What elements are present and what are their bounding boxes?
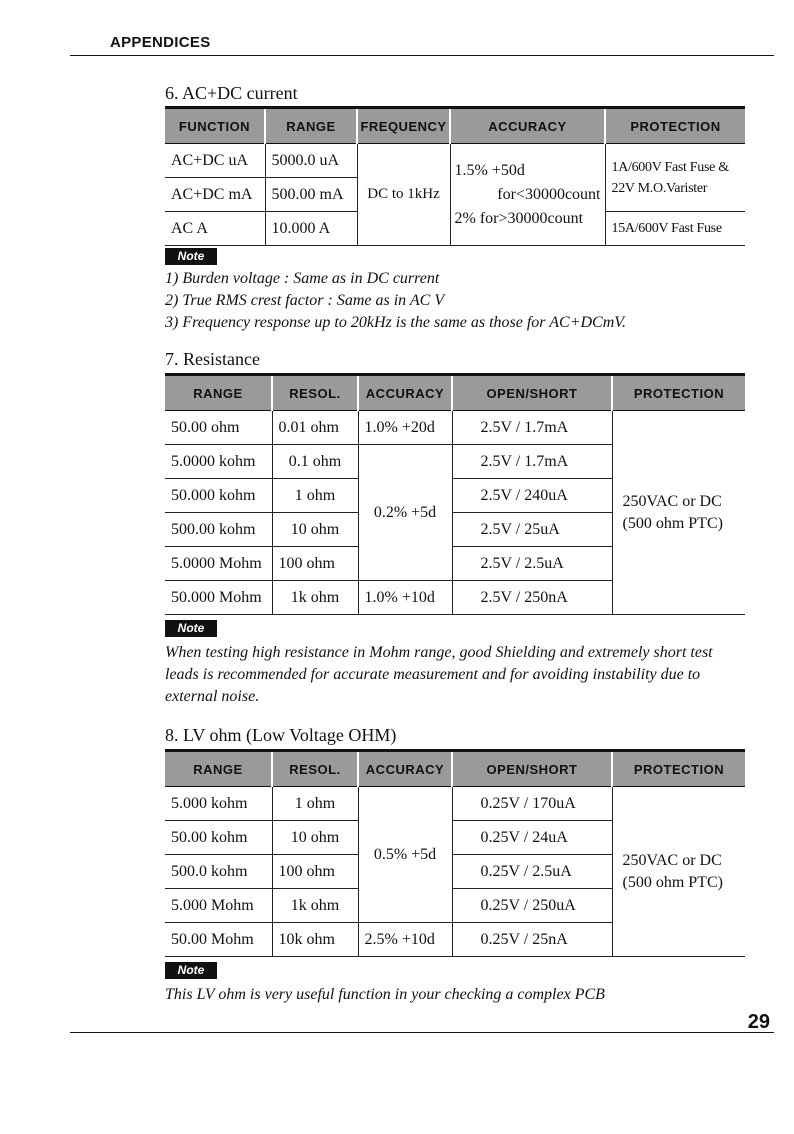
open-short-cell: 0.25V / 25nA (452, 923, 612, 957)
footer-rule (70, 1032, 774, 1033)
col-header: FUNCTION (165, 108, 265, 144)
open-short-cell: 2.5V / 250nA (452, 581, 612, 615)
note-line: 3) Frequency response up to 20kHz is the same as those for AC+DCmV. (165, 314, 626, 331)
note-badge: Note (165, 962, 217, 979)
col-header: PROTECTION (612, 751, 745, 787)
function-cell: AC+DC uA (165, 144, 265, 178)
open-short-cell: 2.5V / 25uA (452, 513, 612, 547)
accuracy-cell: 1.0% +10d (358, 581, 452, 615)
resol-cell: 10 ohm (272, 513, 358, 547)
header-rule (70, 55, 774, 56)
open-short-cell: 0.25V / 2.5uA (452, 855, 612, 889)
accuracy-line: 2% for>30000count (454, 209, 584, 227)
note-line: 2) True RMS crest factor : Same as in AC V (165, 292, 445, 309)
range-cell: 50.000 kohm (165, 479, 272, 513)
resol-cell: 1k ohm (272, 581, 358, 615)
note-text: When testing high resistance in Mohm range, good Shielding and extremely short test leads is recommended for accurate measurement and for avoiding instability due to external noise. (165, 644, 713, 705)
accuracy-cell: 1.0% +20d (358, 411, 452, 445)
table-row (165, 411, 745, 445)
section-8-title: 8. LV ohm (Low Voltage OHM) (165, 725, 397, 745)
accuracy-cell (450, 144, 605, 246)
resol-cell: 10 ohm (272, 821, 358, 855)
resol-cell: 1 ohm (272, 787, 358, 821)
col-header: ACCURACY (358, 375, 452, 411)
resistance-table (165, 373, 745, 615)
range-cell: 10.000 A (265, 212, 357, 246)
range-cell: 5.0000 Mohm (165, 547, 272, 581)
range-cell: 500.00 kohm (165, 513, 272, 547)
resol-cell: 1k ohm (272, 889, 358, 923)
protection-cell: 250VAC or DC (500 ohm PTC) (612, 411, 745, 615)
resol-cell: 100 ohm (272, 855, 358, 889)
table-row (165, 787, 745, 821)
col-header: PROTECTION (605, 108, 745, 144)
col-header: RANGE (165, 375, 272, 411)
col-header: RANGE (165, 751, 272, 787)
col-header: FREQUENCY (357, 108, 450, 144)
col-header: PROTECTION (612, 375, 745, 411)
open-short-cell: 2.5V / 1.7mA (452, 411, 612, 445)
col-header: OPEN/SHORT (452, 375, 612, 411)
table-header-row (165, 751, 745, 787)
note-line: 1) Burden voltage : Same as in DC current (165, 270, 440, 287)
function-cell: AC A (165, 212, 265, 246)
range-cell: 50.00 Mohm (165, 923, 272, 957)
table-header-row (165, 375, 745, 411)
open-short-cell: 2.5V / 2.5uA (452, 547, 612, 581)
range-cell: 5000.0 uA (265, 144, 357, 178)
frequency-cell: DC to 1kHz (357, 144, 450, 246)
range-cell: 50.00 ohm (165, 411, 272, 445)
section-6-title: 6. AC+DC current (165, 83, 298, 103)
accuracy-line: 1.5% +50d (454, 161, 525, 179)
open-short-cell: 0.25V / 24uA (452, 821, 612, 855)
open-short-cell: 2.5V / 240uA (452, 479, 612, 513)
note-badge: Note (165, 620, 217, 637)
note-badge: Note (165, 248, 217, 265)
col-header: ACCURACY (450, 108, 605, 144)
range-cell: 5.000 kohm (165, 787, 272, 821)
open-short-cell: 0.25V / 170uA (452, 787, 612, 821)
protection-cell: 250VAC or DC (500 ohm PTC) (612, 787, 745, 957)
open-short-cell: 2.5V / 1.7mA (452, 445, 612, 479)
col-header: RESOL. (272, 375, 358, 411)
lv-ohm-table (165, 749, 745, 957)
ac-dc-current-table (165, 106, 745, 246)
section-7-title: 7. Resistance (165, 349, 260, 369)
accuracy-cell: 2.5% +10d (358, 923, 452, 957)
resol-cell: 0.1 ohm (272, 445, 358, 479)
accuracy-line: for<30000count (497, 185, 601, 203)
range-cell: 500.0 kohm (165, 855, 272, 889)
function-cell: AC+DC mA (165, 178, 265, 212)
note-text (165, 268, 626, 334)
table-header-row (165, 108, 745, 144)
resol-cell: 0.01 ohm (272, 411, 358, 445)
range-cell: 5.000 Mohm (165, 889, 272, 923)
range-cell: 500.00 mA (265, 178, 357, 212)
range-cell: 50.00 kohm (165, 821, 272, 855)
col-header: OPEN/SHORT (452, 751, 612, 787)
range-cell: 5.0000 kohm (165, 445, 272, 479)
resol-cell: 1 ohm (272, 479, 358, 513)
page-header: APPENDICES (110, 34, 211, 51)
accuracy-cell: 0.2% +5d (358, 445, 452, 581)
accuracy-cell: 0.5% +5d (358, 787, 452, 923)
page-number: 29 (747, 1011, 770, 1033)
open-short-cell: 0.25V / 250uA (452, 889, 612, 923)
note-text: This LV ohm is very useful function in your checking a complex PCB (165, 986, 605, 1003)
resol-cell: 10k ohm (272, 923, 358, 957)
col-header: RANGE (265, 108, 357, 144)
col-header: ACCURACY (358, 751, 452, 787)
protection-cell: 15A/600V Fast Fuse (605, 212, 745, 246)
table-row (165, 144, 745, 178)
col-header: RESOL. (272, 751, 358, 787)
range-cell: 50.000 Mohm (165, 581, 272, 615)
resol-cell: 100 ohm (272, 547, 358, 581)
protection-cell: 1A/600V Fast Fuse & 22V M.O.Varister (605, 144, 745, 212)
